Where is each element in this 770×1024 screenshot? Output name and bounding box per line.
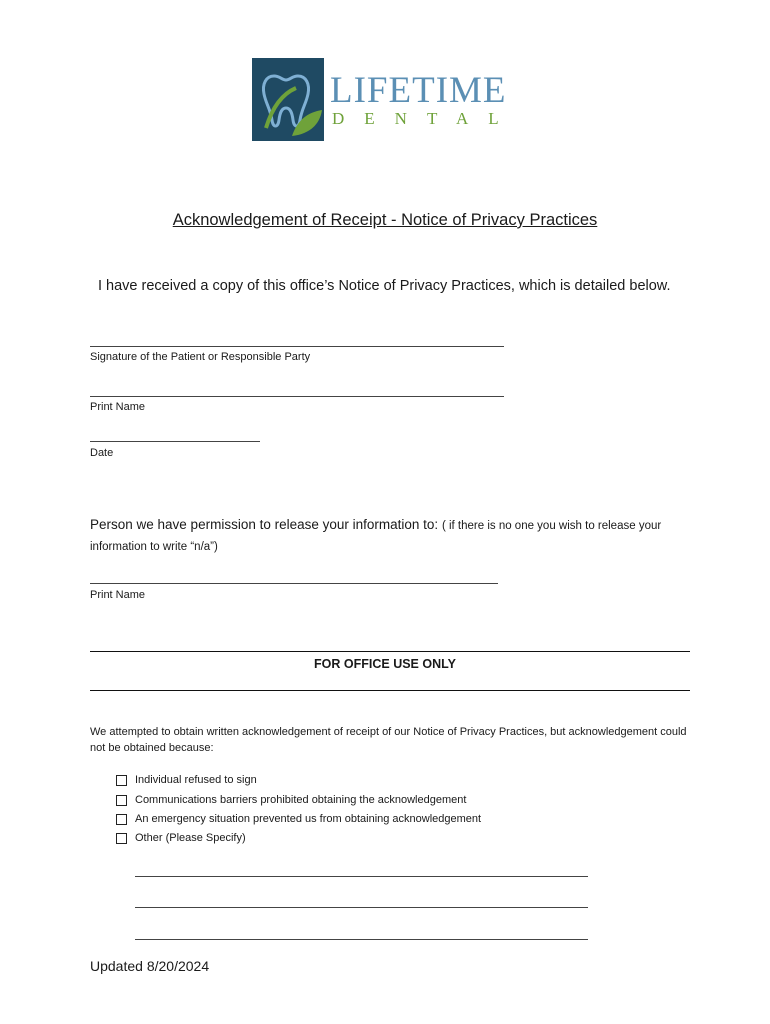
specify-line-3[interactable] bbox=[135, 939, 588, 940]
reason-label: An emergency situation prevented us from obtaining acknowledgement bbox=[135, 813, 482, 825]
release-permission-note-1: ( if there is no one you wish to release your bbox=[441, 520, 662, 532]
tooth-icon bbox=[252, 58, 324, 141]
specify-line-2[interactable] bbox=[135, 907, 588, 908]
office-divider-top bbox=[90, 651, 690, 652]
intro-statement: I have received a copy of this office’s Notice of Privacy Practices, which is detailed below. bbox=[98, 278, 671, 294]
office-divider-bottom bbox=[90, 690, 690, 691]
page-title: Acknowledgement of Receipt - Notice of Privacy Practices bbox=[172, 211, 598, 229]
release-print-name-caption: Print Name bbox=[90, 589, 146, 601]
specify-line-1[interactable] bbox=[135, 876, 588, 877]
signature-caption: Signature of the Patient or Responsible Party bbox=[90, 351, 311, 363]
reason-label: Other (Please Specify) bbox=[135, 832, 246, 844]
checkbox[interactable] bbox=[116, 775, 127, 786]
signature-line[interactable] bbox=[90, 346, 504, 347]
print-name-caption: Print Name bbox=[90, 401, 146, 413]
updated-date: Updated 8/20/2024 bbox=[90, 958, 210, 974]
release-permission-note-2: information to write “n/a”) bbox=[90, 541, 218, 553]
logo-name-line1: LIFETIME bbox=[330, 70, 507, 111]
reason-emergency[interactable] bbox=[116, 811, 481, 827]
date-line[interactable] bbox=[90, 441, 260, 442]
print-name-line[interactable] bbox=[90, 396, 504, 397]
reason-other[interactable] bbox=[116, 830, 246, 846]
office-attempt-statement: We attempted to obtain written acknowledgement of receipt of our Notice of Privacy Practices, but acknowledgement could not be obtained because: bbox=[90, 726, 687, 754]
checkbox[interactable] bbox=[116, 795, 127, 806]
checkbox[interactable] bbox=[116, 814, 127, 825]
reason-communication-barriers[interactable] bbox=[116, 792, 466, 808]
release-print-name-line[interactable] bbox=[90, 583, 498, 584]
checkbox[interactable] bbox=[116, 833, 127, 844]
date-caption: Date bbox=[90, 447, 114, 459]
release-permission-lead: Person we have permission to release your information to: bbox=[90, 517, 442, 532]
reason-label: Communications barriers prohibited obtaining the acknowledgement bbox=[135, 794, 467, 806]
office-use-heading: FOR OFFICE USE ONLY bbox=[314, 657, 456, 671]
logo-name-line2: DENTAL bbox=[332, 109, 519, 128]
reason-label: Individual refused to sign bbox=[135, 774, 257, 786]
lifetime-dental-logo bbox=[252, 58, 518, 142]
release-permission-text bbox=[90, 515, 700, 557]
reason-refused[interactable] bbox=[116, 772, 257, 788]
